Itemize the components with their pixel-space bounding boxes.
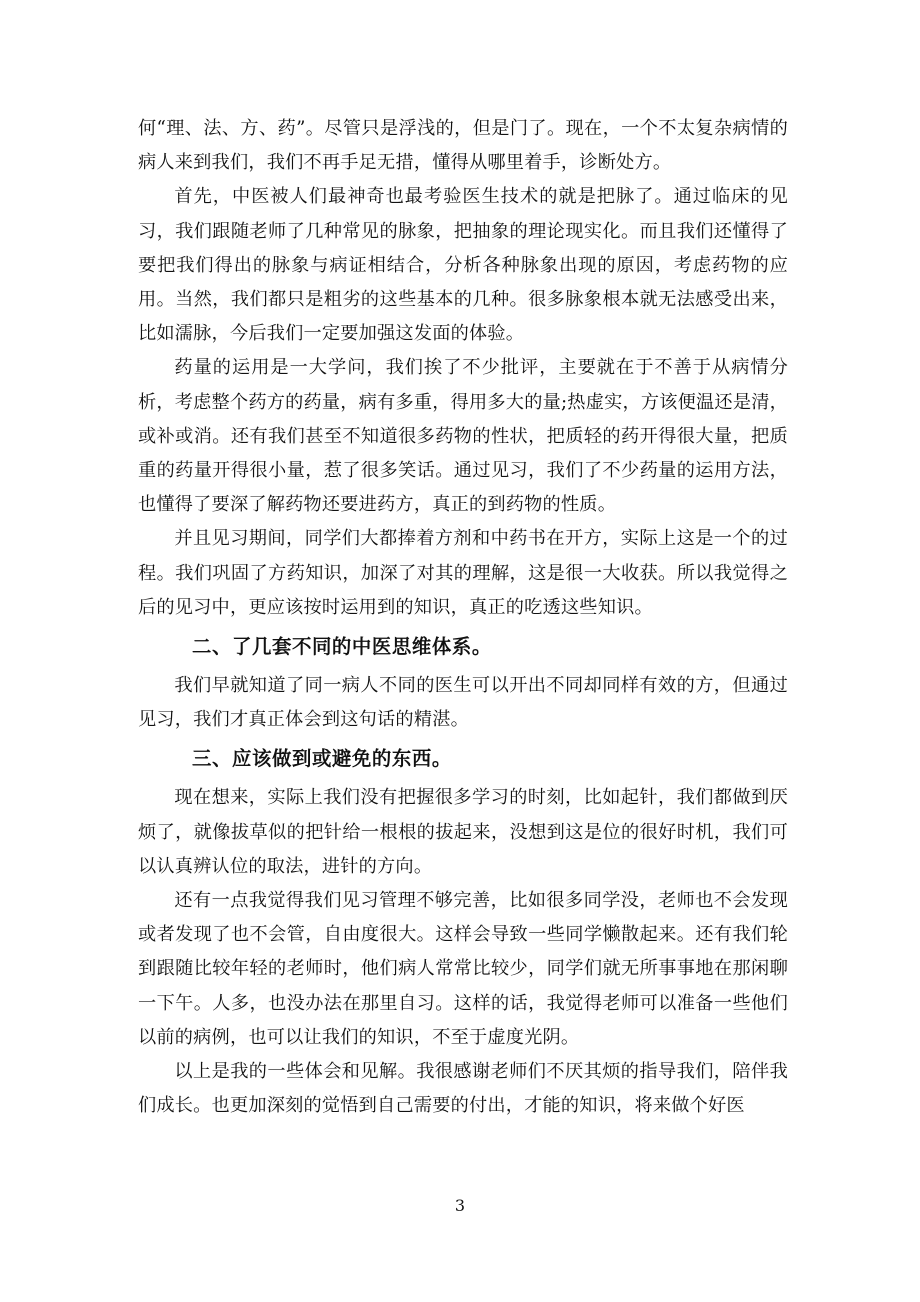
paragraph-li-fa-fang-yao: 何“理、法、方、药”。尽管只是浮浅的，但是门了。现在，一个不太复杂病情的病人来到我们，我们不再手足无措，懂得从哪里着手，诊断处方。 [138,118,788,174]
paragraph-pulse-diagnosis: 首先，中医被人们最神奇也最考验医生技术的就是把脉了。通过临床的见习，我们跟随老师了几种常见的脉象，把抽象的理论现实化。而且我们还懂得了要把我们得出的脉象与病证相结合，分析各种脉象出现的原因，考虑药物的应用。当然，我们都只是粗劣的这些基本的几种。很多脉象根本就无法感受出来，比如濡脉，今后我们一定要加强这发面的体验。 [138,186,788,345]
section-heading-3: 三、应该做到或避免的东西。 [192,747,452,771]
paragraph-formula-study: 并且见习期间，同学们大都捧着方剂和中药书在开方，实际上这是一个的过程。我们巩固了方药知识，加深了对其的理解，这是很一大收获。所以我觉得之后的见习中，更应该按时运用到的知识，真正的吃透这些知识。 [138,528,788,618]
document-body [138,112,788,1123]
paragraph-management: 还有一点我觉得我们见习管理不够完善，比如很多同学没，老师也不会发现或者发现了也不会管，自由度很大。这样会导致一些同学懒散起来。还有我们轮到跟随比较年轻的老师时，他们病人常常比较少，同学们就无所事事地在那闲聊一下午。人多，也没办法在那里自习。这样的话，我觉得老师可以准备一些他们以前的病例，也可以让我们的知识，不至于虚度光阴。 [138,890,788,1048]
page-number: 3 [454,1196,466,1215]
paragraph-thinking-systems: 我们早就知道了同一病人不同的医生可以开出不同却同样有效的方，但通过见习，我们才真正体会到这句话的精湛。 [138,675,788,731]
section-heading-2: 二、了几套不同的中医思维体系。 [192,635,492,659]
paragraph-conclusion: 以上是我的一些体会和见解。我很感谢老师们不厌其烦的指导我们，陪伴我们成长。也更加深刻的觉悟到自己需要的付出，才能的知识，将来做个好医 [138,1061,788,1117]
paragraph-dosage: 药量的运用是一大学问，我们挨了不少批评，主要就在于不善于从病情分析，考虑整个药方的药量，病有多重，得用多大的量;热虚实，方该便温还是清，或补或消。还有我们甚至不知道很多药物的性状，把质轻的药开得很大量，把质重的药量开得很小量，惹了很多笑话。通过见习，我们了不少药量的运用方法，也懂得了要深了解药物还要进药方，真正的到药物的性质。 [138,357,788,516]
paragraph-needle-removal: 现在想来，实际上我们没有把握很多学习的时刻，比如起针，我们都做到厌烦了，就像拔草似的把针给一根根的拔起来，没想到这是位的很好时机，我们可以认真辨认位的取法，进针的方向。 [138,787,788,877]
